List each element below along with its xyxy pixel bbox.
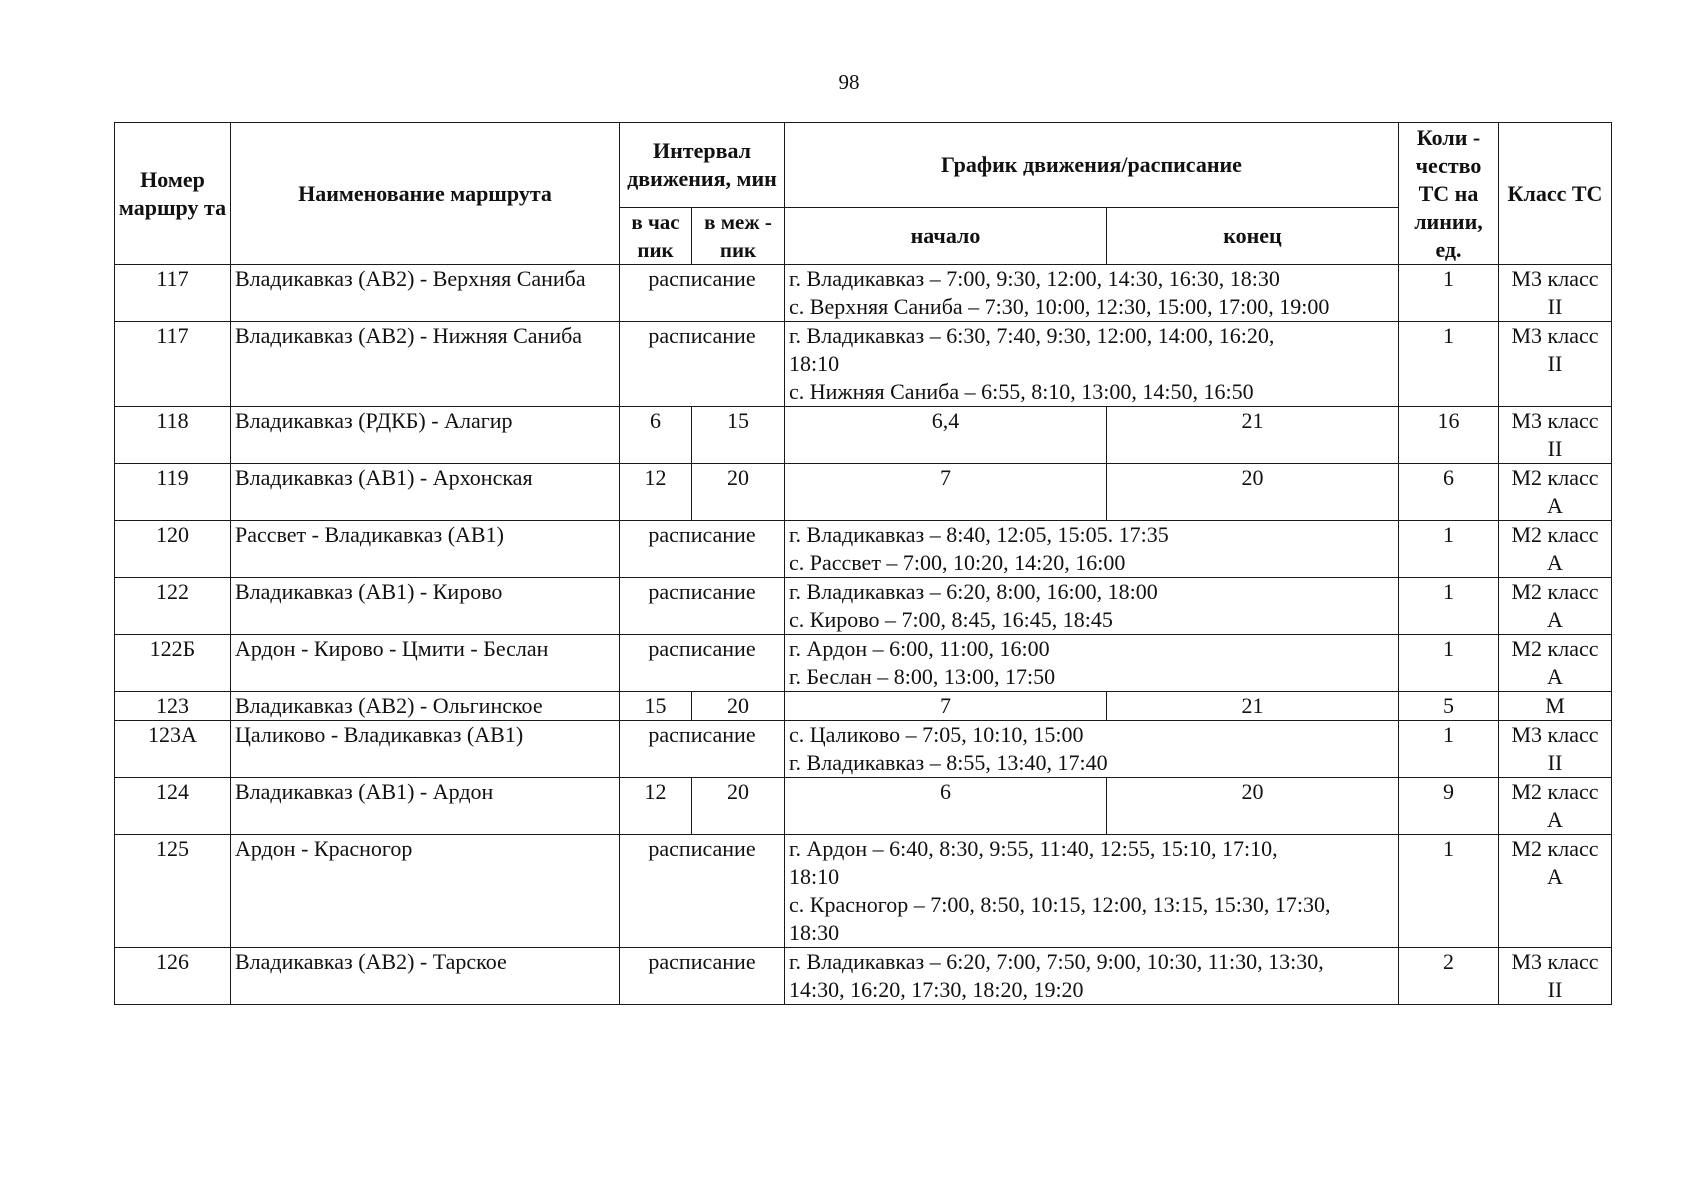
schedule-line: с. Верхняя Саниба – 7:30, 10:00, 12:30, 15:00, 17:00, 19:00 — [789, 294, 1330, 319]
header-interval-peak: в час пик — [620, 208, 692, 265]
route-number-cell: 126 — [115, 948, 231, 1005]
vehicle-class-line: II — [1547, 294, 1563, 319]
vehicle-class-line: М2 класс — [1511, 465, 1599, 490]
header-vehicle-count: Коли - чество ТС на линии, ед. — [1399, 123, 1499, 265]
vehicle-class-cell — [1499, 635, 1612, 692]
interval-offpeak-cell: 20 — [692, 692, 785, 721]
schedule-start-cell: 6 — [785, 778, 1107, 835]
vehicle-class-line: А — [1547, 493, 1563, 518]
route-name-cell: Владикавказ (АВ1) - Ардон — [231, 778, 620, 835]
schedule-line: с. Красногор – 7:00, 8:50, 10:15, 12:00, 13:15, 15:30, 17:30, — [789, 892, 1331, 917]
interval-cell: расписание — [620, 835, 785, 948]
schedule-cell — [785, 635, 1399, 692]
interval-cell: расписание — [620, 635, 785, 692]
schedule-end-cell: 20 — [1107, 778, 1399, 835]
route-name-cell: Ардон - Красногор — [231, 835, 620, 948]
vehicle-class-line: А — [1547, 664, 1563, 689]
route-number-cell: 122Б — [115, 635, 231, 692]
schedule-line: с. Нижняя Саниба – 6:55, 8:10, 13:00, 14:50, 16:50 — [789, 379, 1254, 404]
vehicle-class-line: М2 класс — [1511, 579, 1599, 604]
interval-peak-cell: 15 — [620, 692, 692, 721]
table-row — [115, 521, 1612, 578]
vehicle-class-line: М2 класс — [1511, 636, 1599, 661]
vehicle-class-line: А — [1547, 864, 1563, 889]
route-number-cell: 120 — [115, 521, 231, 578]
schedule-line: 18:10 — [789, 351, 840, 376]
vehicle-class-line: А — [1547, 807, 1563, 832]
interval-cell: расписание — [620, 265, 785, 322]
route-number-cell: 122 — [115, 578, 231, 635]
schedule-cell — [785, 835, 1399, 948]
interval-cell: расписание — [620, 322, 785, 407]
table-row — [115, 322, 1612, 407]
interval-peak-cell: 12 — [620, 778, 692, 835]
interval-offpeak-cell: 20 — [692, 778, 785, 835]
schedule-line: г. Владикавказ – 8:55, 13:40, 17:40 — [789, 750, 1108, 775]
interval-offpeak-cell: 20 — [692, 464, 785, 521]
route-name-cell: Владикавказ (АВ2) - Верхняя Саниба — [231, 265, 620, 322]
vehicle-class-line: А — [1547, 607, 1563, 632]
interval-peak-cell: 6 — [620, 407, 692, 464]
table-row — [115, 835, 1612, 948]
route-number-cell: 117 — [115, 265, 231, 322]
vehicle-class-cell — [1499, 407, 1612, 464]
table-row — [115, 778, 1612, 835]
page-number: 98 — [838, 70, 860, 94]
schedule-start-cell: 7 — [785, 692, 1107, 721]
vehicle-count-cell: 6 — [1399, 464, 1499, 521]
vehicle-count-cell: 16 — [1399, 407, 1499, 464]
interval-cell: расписание — [620, 721, 785, 778]
schedule-cell — [785, 721, 1399, 778]
schedule-line: с. Цаликово – 7:05, 10:10, 15:00 — [789, 722, 1084, 747]
vehicle-class-line: II — [1547, 750, 1563, 775]
table-row — [115, 692, 1612, 721]
vehicle-class-cell — [1499, 692, 1612, 721]
interval-cell: расписание — [620, 578, 785, 635]
vehicle-count-cell: 9 — [1399, 778, 1499, 835]
vehicle-class-line: М2 класс — [1511, 836, 1599, 861]
vehicle-count-cell: 5 — [1399, 692, 1499, 721]
vehicle-count-cell: 1 — [1399, 835, 1499, 948]
vehicle-count-cell: 1 — [1399, 265, 1499, 322]
route-name-cell: Владикавказ (АВ1) - Кирово — [231, 578, 620, 635]
schedule-start-cell: 7 — [785, 464, 1107, 521]
vehicle-count-cell: 2 — [1399, 948, 1499, 1005]
schedule-line: 18:30 — [789, 920, 840, 945]
schedule-line: г. Владикавказ – 6:30, 7:40, 9:30, 12:00, 14:00, 16:20, — [789, 323, 1275, 348]
route-number-cell: 119 — [115, 464, 231, 521]
schedule-end-cell: 21 — [1107, 407, 1399, 464]
vehicle-class-cell — [1499, 778, 1612, 835]
interval-offpeak-cell: 15 — [692, 407, 785, 464]
schedule-line: г. Владикавказ – 7:00, 9:30, 12:00, 14:30, 16:30, 18:30 — [789, 266, 1280, 291]
schedule-end-cell: 21 — [1107, 692, 1399, 721]
vehicle-count-cell: 1 — [1399, 322, 1499, 407]
table-row — [115, 948, 1612, 1005]
table-row — [115, 464, 1612, 521]
header-schedule: График движения/расписание — [785, 123, 1399, 208]
route-number-cell: 125 — [115, 835, 231, 948]
vehicle-class-cell — [1499, 948, 1612, 1005]
vehicle-class-line: М3 класс — [1511, 949, 1599, 974]
vehicle-class-line: М2 класс — [1511, 522, 1599, 547]
vehicle-class-cell — [1499, 322, 1612, 407]
vehicle-class-cell — [1499, 578, 1612, 635]
route-name-cell: Владикавказ (АВ2) - Нижняя Саниба — [231, 322, 620, 407]
vehicle-class-line: II — [1547, 977, 1563, 1002]
schedule-cell — [785, 265, 1399, 322]
table-row — [115, 721, 1612, 778]
schedule-cell — [785, 322, 1399, 407]
vehicle-count-cell: 1 — [1399, 635, 1499, 692]
route-name-cell: Цаликово - Владикавказ (АВ1) — [231, 721, 620, 778]
vehicle-class-line: М3 класс — [1511, 722, 1599, 747]
table-row — [115, 265, 1612, 322]
vehicle-class-cell — [1499, 721, 1612, 778]
vehicle-count-cell: 1 — [1399, 578, 1499, 635]
vehicle-class-line: М3 класс — [1511, 266, 1599, 291]
schedule-line: г. Ардон – 6:40, 8:30, 9:55, 11:40, 12:55, 15:10, 17:10, — [789, 836, 1278, 861]
schedule-line: с. Рассвет – 7:00, 10:20, 14:20, 16:00 — [789, 550, 1126, 575]
route-name-cell: Владикавказ (РДКБ) - Алагир — [231, 407, 620, 464]
header-interval-offpeak: в меж - пик — [692, 208, 785, 265]
schedule-end-cell: 20 — [1107, 464, 1399, 521]
schedule-line: 14:30, 16:20, 17:30, 18:20, 19:20 — [789, 977, 1084, 1002]
schedule-cell — [785, 948, 1399, 1005]
route-number-cell: 118 — [115, 407, 231, 464]
vehicle-class-line: М3 класс — [1511, 323, 1599, 348]
interval-cell: расписание — [620, 948, 785, 1005]
vehicle-class-line: М — [1545, 693, 1565, 718]
schedule-line: г. Владикавказ – 8:40, 12:05, 15:05. 17:35 — [789, 522, 1169, 547]
vehicle-class-cell — [1499, 835, 1612, 948]
schedule-line: г. Беслан – 8:00, 13:00, 17:50 — [789, 664, 1056, 689]
route-name-cell: Ардон - Кирово - Цмити - Беслан — [231, 635, 620, 692]
schedule-start-cell: 6,4 — [785, 407, 1107, 464]
route-number-cell: 123А — [115, 721, 231, 778]
route-number-cell: 123 — [115, 692, 231, 721]
schedule-cell — [785, 578, 1399, 635]
vehicle-class-cell — [1499, 265, 1612, 322]
schedule-line: г. Владикавказ – 6:20, 8:00, 16:00, 18:00 — [789, 579, 1158, 604]
schedule-cell — [785, 521, 1399, 578]
routes-table — [114, 122, 1612, 1005]
table-row — [115, 407, 1612, 464]
vehicle-class-cell — [1499, 464, 1612, 521]
route-name-cell: Владикавказ (АВ2) - Тарское — [231, 948, 620, 1005]
header-schedule-end: конец — [1107, 208, 1399, 265]
interval-cell: расписание — [620, 521, 785, 578]
schedule-line: 18:10 — [789, 864, 840, 889]
route-number-cell: 117 — [115, 322, 231, 407]
table-body — [115, 265, 1612, 1005]
route-name-cell: Владикавказ (АВ2) - Ольгинское — [231, 692, 620, 721]
route-name-cell: Владикавказ (АВ1) - Архонская — [231, 464, 620, 521]
schedule-line: г. Ардон – 6:00, 11:00, 16:00 — [789, 636, 1050, 661]
vehicle-class-line: А — [1547, 550, 1563, 575]
header-interval: Интервал движения, мин — [620, 123, 785, 208]
schedule-line: г. Владикавказ – 6:20, 7:00, 7:50, 9:00, 10:30, 11:30, 13:30, — [789, 949, 1324, 974]
vehicle-class-line: II — [1547, 436, 1563, 461]
interval-peak-cell: 12 — [620, 464, 692, 521]
route-number-cell: 124 — [115, 778, 231, 835]
header-vehicle-class: Класс ТС — [1499, 123, 1612, 265]
table-row — [115, 578, 1612, 635]
vehicle-class-line: II — [1547, 351, 1563, 376]
header-schedule-start: начало — [785, 208, 1107, 265]
vehicle-count-cell: 1 — [1399, 721, 1499, 778]
vehicle-count-cell: 1 — [1399, 521, 1499, 578]
vehicle-class-line: М3 класс — [1511, 408, 1599, 433]
table-row — [115, 635, 1612, 692]
vehicle-class-cell — [1499, 521, 1612, 578]
vehicle-class-line: М2 класс — [1511, 779, 1599, 804]
header-route-number: Номер маршру та — [115, 123, 231, 265]
route-name-cell: Рассвет - Владикавказ (АВ1) — [231, 521, 620, 578]
schedule-line: с. Кирово – 7:00, 8:45, 16:45, 18:45 — [789, 607, 1113, 632]
header-route-name: Наименование маршрута — [231, 123, 620, 265]
